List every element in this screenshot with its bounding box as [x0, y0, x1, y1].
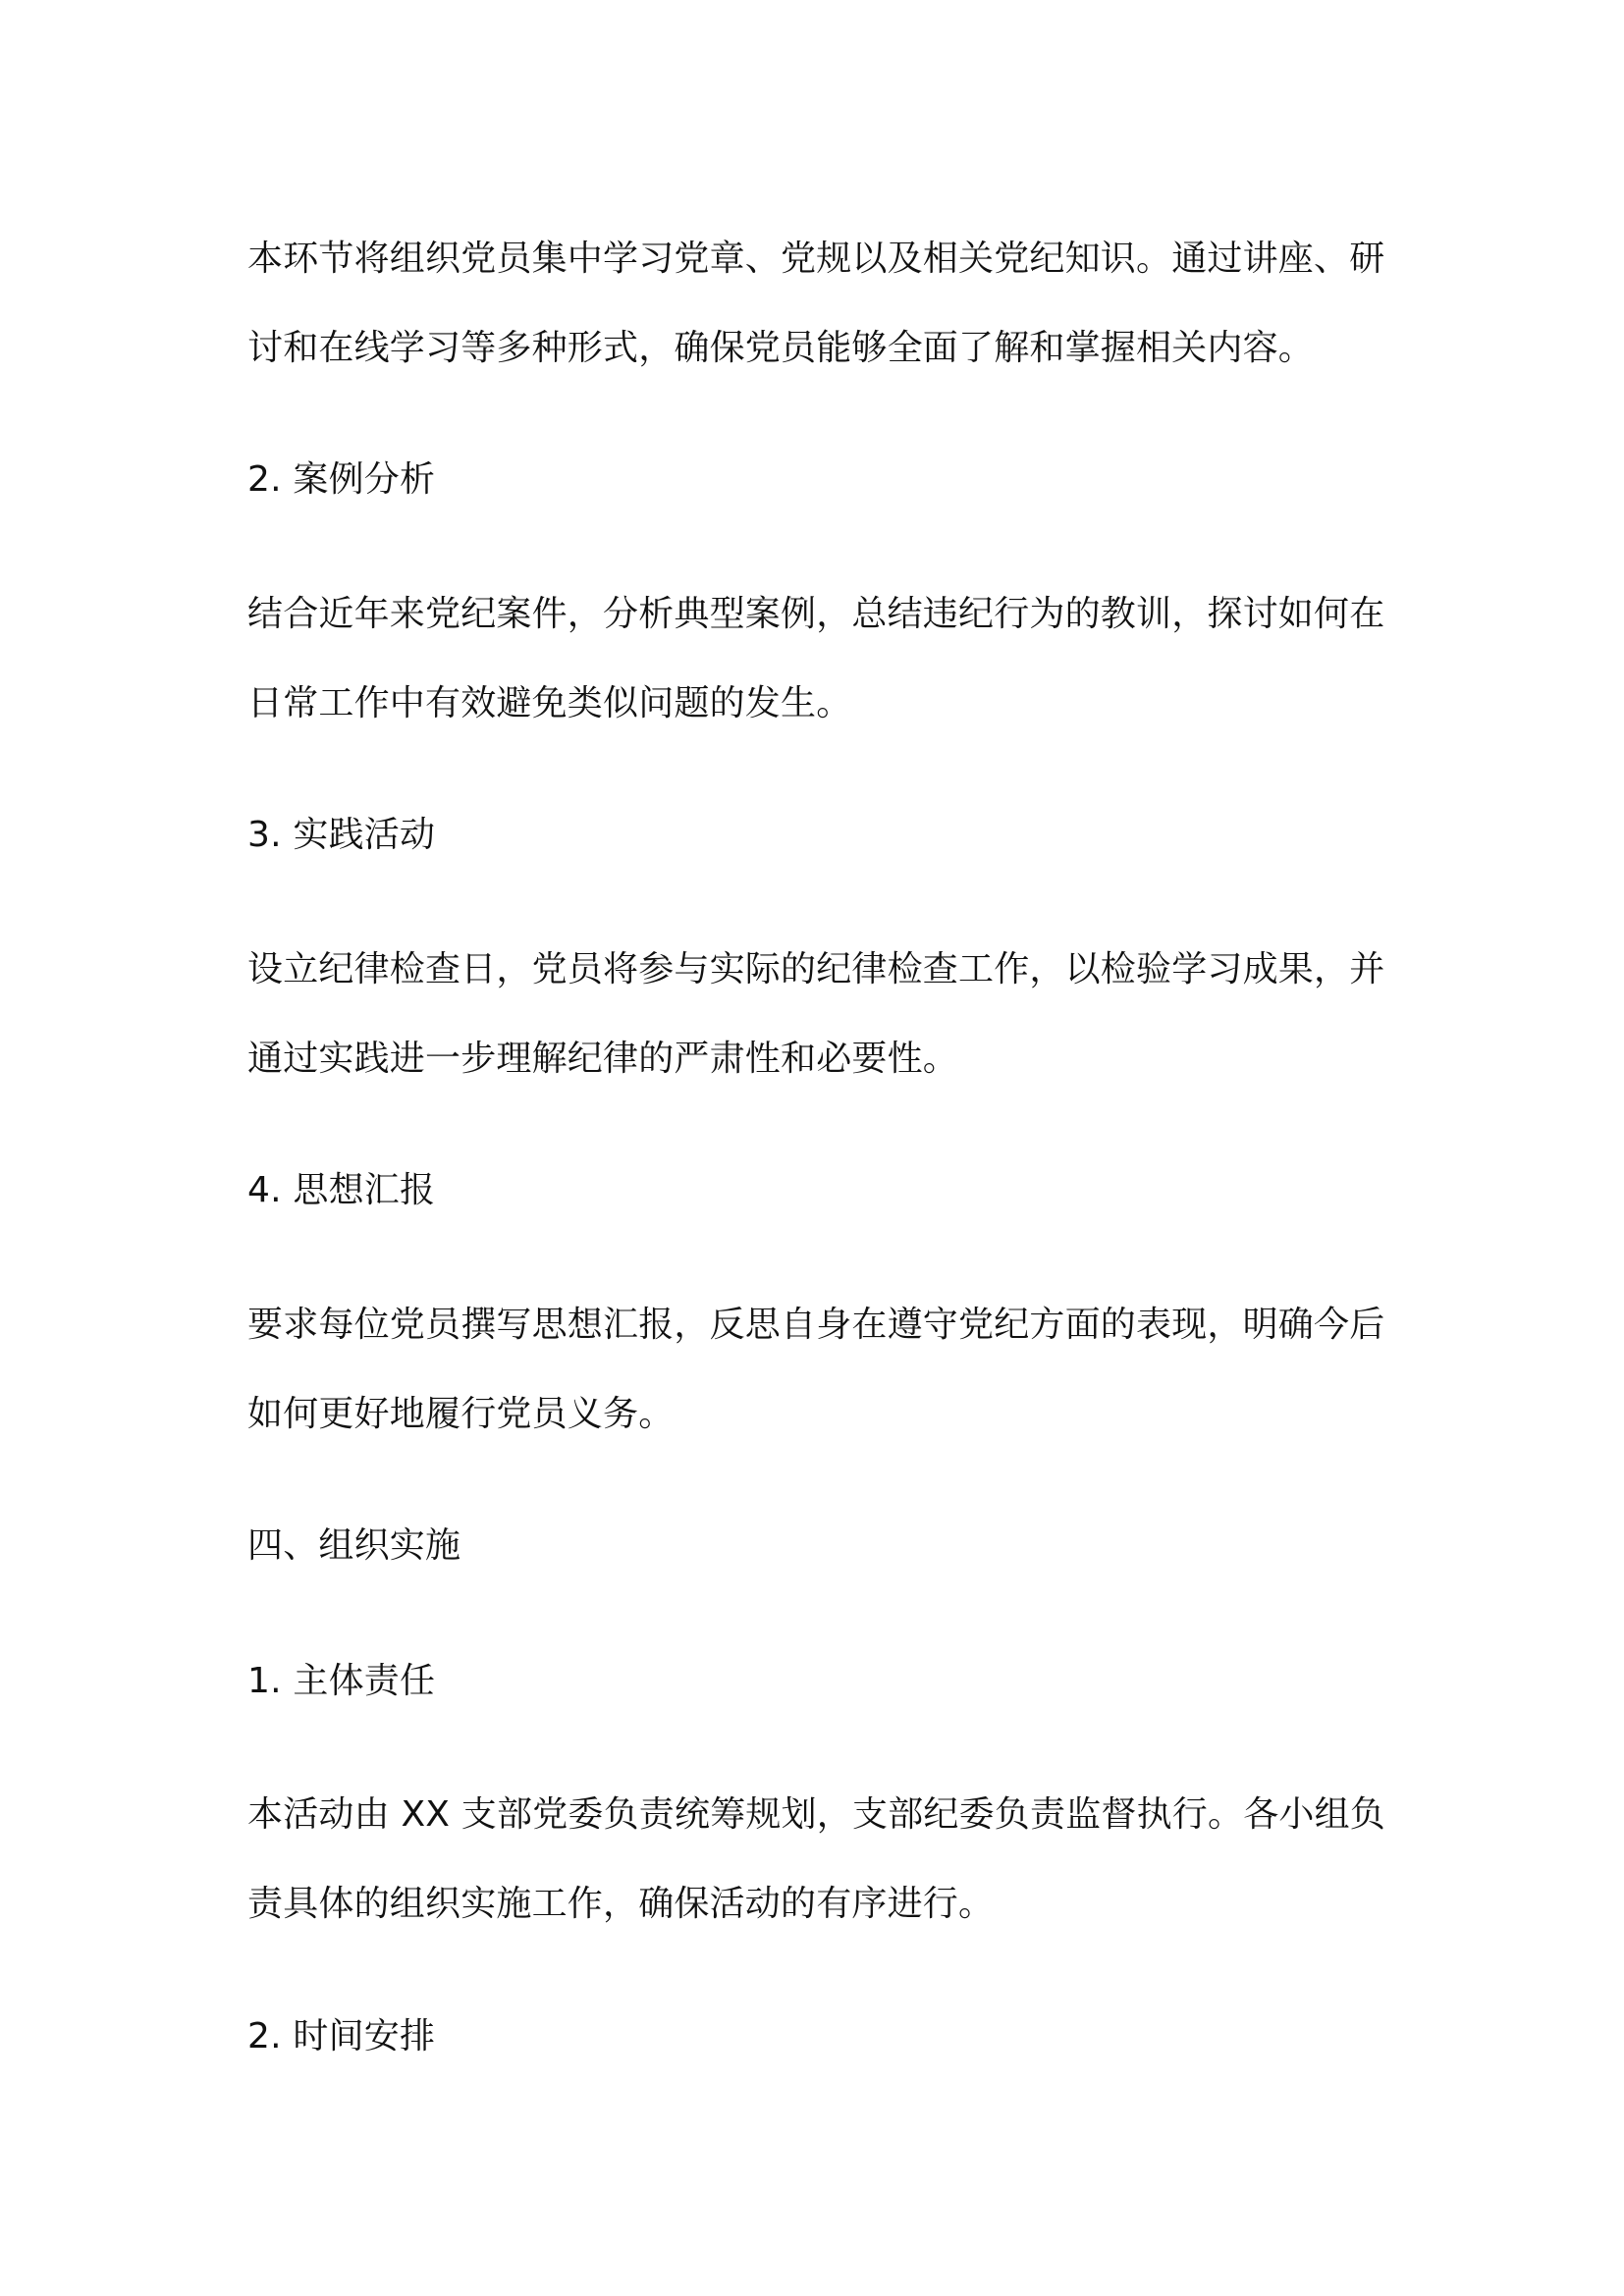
paragraph-line: 结合近年来党纪案件，分析典型案例，总结违纪行为的教训，探讨如何在: [247, 594, 1385, 634]
heading-case-analysis: [247, 435, 1386, 524]
paragraph-line: 本环节将组织党员集中学习党章、党规以及相关党纪知识。通过讲座、研: [247, 239, 1385, 279]
paragraph-line: 设立纪律检查日，党员将参与实际的纪律检查工作，以检验学习成果，并: [247, 949, 1385, 989]
paragraph-line: 通过实践进一步理解纪律的严肃性和必要性。: [247, 1039, 959, 1079]
paragraph-line: 本活动由 XX 支部党委负责统筹规划，支部纪委负责监督执行。各小组负: [247, 1794, 1386, 1835]
heading-text: 四、组织实施: [247, 1525, 461, 1566]
paragraph-line: 讨和在线学习等多种形式，确保党员能够全面了解和掌握相关内容。: [247, 328, 1315, 368]
heading-text: 2. 案例分析: [247, 459, 436, 500]
paragraph-main-responsibility: [247, 1770, 1386, 1949]
heading-thought-report: [247, 1146, 1386, 1235]
heading-time-schedule: [247, 1992, 1386, 2081]
paragraph-line: 日常工作中有效避免类似问题的发生。: [247, 683, 852, 723]
paragraph-line: 要求每位党员撰写思想汇报，反思自身在遵守党纪方面的表现，明确今后: [247, 1305, 1385, 1345]
heading-organization-implementation: [247, 1501, 1386, 1590]
heading-text: 3. 实践活动: [247, 815, 436, 855]
paragraph-practice-activity: [247, 925, 1386, 1103]
paragraph-line: 责具体的组织实施工作，确保活动的有序进行。: [247, 1884, 995, 1924]
paragraph-thought-report: [247, 1280, 1386, 1459]
heading-text: 2. 时间安排: [247, 2016, 436, 2056]
paragraph-line: 如何更好地履行党员义务。: [247, 1394, 675, 1434]
heading-text: 4. 思想汇报: [247, 1170, 436, 1210]
heading-text: 1. 主体责任: [247, 1661, 436, 1701]
paragraph-case-analysis: [247, 569, 1386, 748]
paragraph-study-content: [247, 214, 1386, 393]
heading-practice-activity: [247, 790, 1386, 880]
heading-main-responsibility: [247, 1636, 1386, 1726]
